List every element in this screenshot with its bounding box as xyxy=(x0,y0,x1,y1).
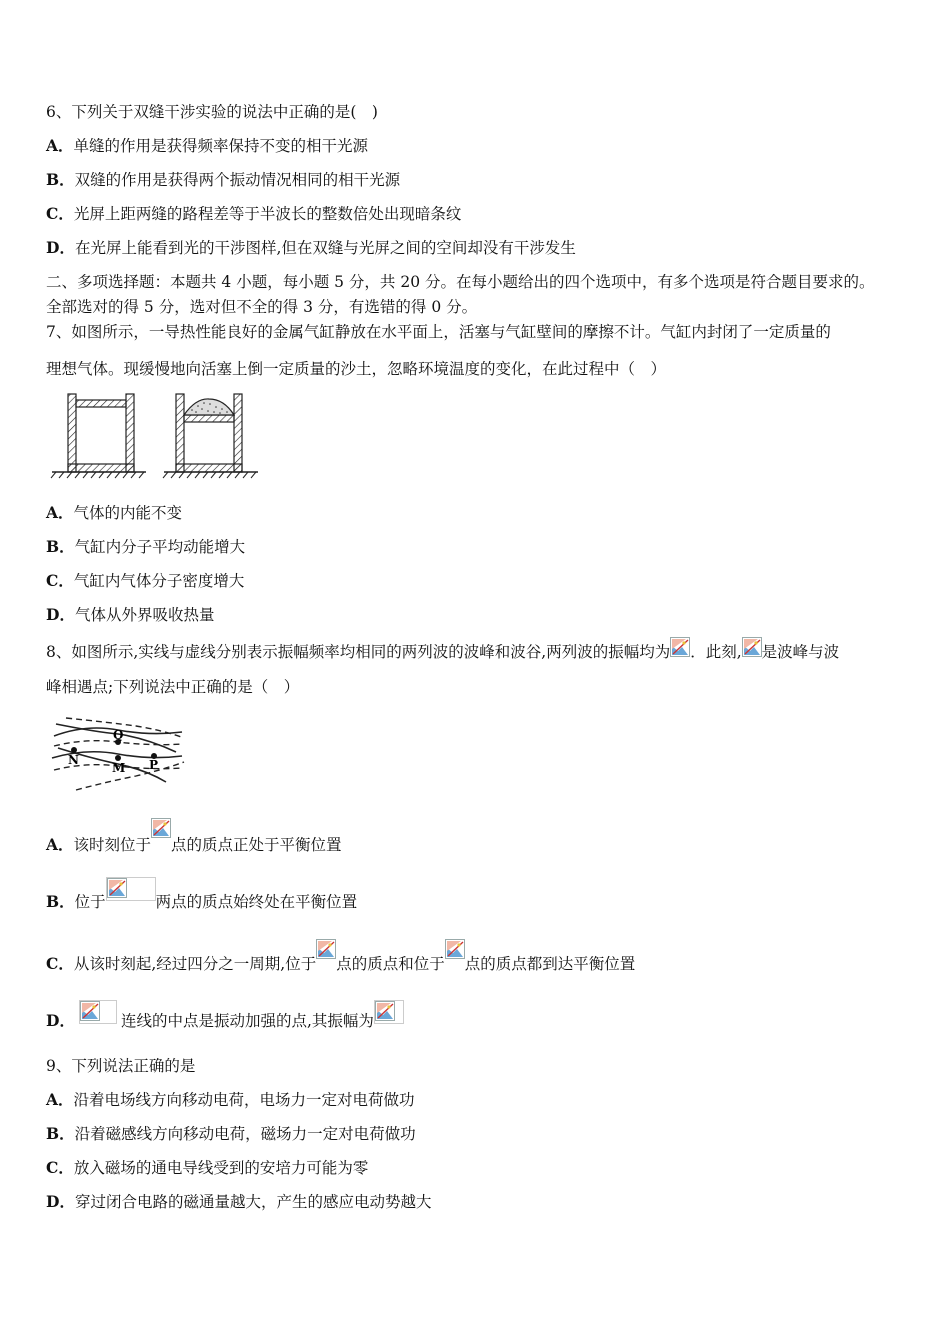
q7-stem-line1: 7、如图所示，一导热性能良好的金属气缸静放在水平面上，活塞与气缸壁间的摩擦不计。气缸内封闭了一定质量的 xyxy=(46,323,831,341)
option-letter: A． xyxy=(46,1090,74,1109)
option-text-post: 点的质点都到达平衡位置 xyxy=(464,955,636,973)
option-text: 气体的内能不变 xyxy=(73,504,183,522)
broken-image-icon xyxy=(106,877,156,901)
q9-stem: 9、下列说法正确的是 xyxy=(46,1057,196,1075)
option-text: 放入磁场的通电导线受到的安培力可能为零 xyxy=(73,1159,369,1177)
broken-image-icon xyxy=(445,939,465,965)
q6-stem: 6、下列关于双缝干涉实验的说法中正确的是( ) xyxy=(46,103,378,121)
q7-stem-line2: 理想气体。现缓慢地向活塞上倒一定质量的沙土，忽略环境温度的变化，在此过程中（ ） xyxy=(46,360,667,378)
q6-option-c xyxy=(46,203,461,225)
cylinder-figure xyxy=(46,390,262,480)
option-text-post: 点的质点正处于平衡位置 xyxy=(171,836,342,854)
option-letter: C． xyxy=(46,954,74,973)
broken-image-icon xyxy=(742,637,762,663)
label-p: P xyxy=(149,758,159,772)
option-text: 气缸内气体分子密度增大 xyxy=(73,572,245,590)
option-text-mid: 连线的中点是振动加强的点,其振幅为 xyxy=(120,1012,374,1030)
cylinder-left xyxy=(68,394,134,472)
q8-stem-line1 xyxy=(46,637,839,663)
option-letter: D． xyxy=(46,1011,75,1030)
q9-option-c xyxy=(46,1157,368,1179)
option-text-mid: 点的质点和位于 xyxy=(336,955,445,973)
option-letter: B． xyxy=(46,170,75,189)
q7-option-d xyxy=(46,604,214,626)
option-text: 沿着电场线方向移动电荷，电场力一定对电荷做功 xyxy=(73,1091,415,1109)
option-letter: D． xyxy=(46,1192,75,1211)
option-letter: A． xyxy=(46,503,74,522)
ground-hatch xyxy=(51,472,256,478)
option-text: 在光屏上能看到光的干涉图样,但在双缝与光屏之间的空间却没有干涉发生 xyxy=(74,239,576,257)
q9-option-d xyxy=(46,1191,431,1213)
option-letter: B． xyxy=(46,892,75,911)
option-text: 单缝的作用是获得频率保持不变的相干光源 xyxy=(73,137,369,155)
wave-interference-figure xyxy=(46,712,186,796)
label-q: Q xyxy=(113,728,124,742)
q8-option-b xyxy=(46,889,357,913)
broken-image-icon xyxy=(670,637,690,663)
q9-option-b xyxy=(46,1123,416,1145)
option-text: 气体从外界吸收热量 xyxy=(74,606,215,624)
option-letter: B． xyxy=(46,1124,75,1143)
q8-stem-part1: 8、如图所示,实线与虚线分别表示振幅频率均相同的两列波的波峰和波谷,两列波的振幅均为 xyxy=(46,643,671,661)
q8-option-a xyxy=(46,830,342,856)
option-letter: C． xyxy=(46,571,74,590)
broken-image-icon xyxy=(374,1000,404,1024)
broken-image-icon xyxy=(316,939,336,965)
broken-image-icon xyxy=(79,1000,117,1024)
q8-option-d xyxy=(46,1008,404,1032)
piston-right xyxy=(184,415,234,422)
q9-option-a xyxy=(46,1089,415,1111)
option-letter: D． xyxy=(46,605,75,624)
option-letter: C． xyxy=(46,204,74,223)
option-text: 双缝的作用是获得两个振动情况相同的相干光源 xyxy=(74,171,401,189)
option-text: 穿过闭合电路的磁通量越大，产生的感应电动势越大 xyxy=(74,1193,432,1211)
section2-line2: 全部选对的得 5 分，选对但不全的得 3 分，有选错的得 0 分。 xyxy=(46,298,478,316)
section2-line1: 二、多项选择题：本题共 4 小题，每小题 5 分，共 20 分。在每小题给出的四个选项中，有多个选项是符合题目要求的。 xyxy=(46,273,875,291)
q8-stem-line2: 峰相遇点;下列说法中正确的是（ ） xyxy=(46,678,300,696)
q8-stem-part3: 是波峰与波 xyxy=(761,643,840,661)
option-text: 光屏上距两缝的路程差等于半波长的整数倍处出现暗条纹 xyxy=(73,205,462,223)
option-letter: A． xyxy=(46,136,74,155)
option-letter: A． xyxy=(46,835,74,854)
option-text: 沿着磁感线方向移动电荷，磁场力一定对电荷做功 xyxy=(74,1125,416,1143)
option-letter: B． xyxy=(46,537,75,556)
option-text-pre: 位于 xyxy=(74,893,106,911)
q7-option-c xyxy=(46,570,244,592)
option-letter: D． xyxy=(46,238,75,257)
option-text: 气缸内分子平均动能增大 xyxy=(74,538,246,556)
label-m: M xyxy=(112,761,126,775)
q6-option-a xyxy=(46,135,368,157)
broken-image-icon xyxy=(151,818,171,844)
option-text-pre: 该时刻位于 xyxy=(73,836,152,854)
cylinder-right xyxy=(176,394,242,472)
option-text-post: 两点的质点始终处在平衡位置 xyxy=(155,893,358,911)
option-letter: C． xyxy=(46,1158,74,1177)
option-text-pre: 从该时刻起,经过四分之一周期,位于 xyxy=(73,955,317,973)
q8-stem-part2: ．此刻, xyxy=(690,643,742,661)
q6-option-d xyxy=(46,237,576,259)
piston-left xyxy=(76,400,126,407)
q7-option-b xyxy=(46,536,245,558)
q8-option-c xyxy=(46,949,635,975)
q6-option-b xyxy=(46,169,400,191)
label-n: N xyxy=(68,753,79,767)
q7-option-a xyxy=(46,502,182,524)
